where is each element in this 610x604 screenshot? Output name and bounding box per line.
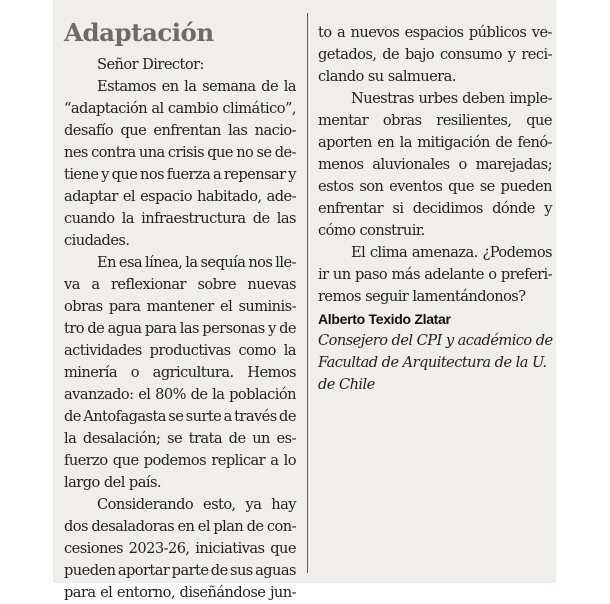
word: de <box>210 562 228 579</box>
word: el <box>122 188 136 205</box>
word: que <box>448 178 474 195</box>
text-line <box>318 154 552 176</box>
word: de <box>279 408 296 425</box>
word: fuerza <box>166 166 211 183</box>
text-line <box>318 88 552 110</box>
word: Considerando <box>97 496 194 513</box>
word: En <box>97 254 116 271</box>
word: preferi- <box>500 266 552 283</box>
text-line <box>64 142 296 164</box>
word: la <box>185 254 198 271</box>
text-line <box>64 164 296 186</box>
word: cómo <box>318 222 360 239</box>
word: la <box>399 134 412 151</box>
word: espacio <box>140 188 193 205</box>
word: de <box>261 78 279 95</box>
word: crisis <box>167 144 205 161</box>
word: 2023-26, <box>128 540 190 557</box>
word: sequía <box>200 254 246 271</box>
word: a <box>212 166 222 183</box>
word: se <box>256 144 272 161</box>
word: la <box>283 78 296 95</box>
word: suminis- <box>238 298 296 315</box>
word: que <box>207 144 233 161</box>
word: que <box>111 166 138 183</box>
word: y <box>288 166 296 183</box>
salutation-text: Señor Director: <box>97 56 204 73</box>
word: enfrentar <box>318 200 384 217</box>
word: lle- <box>275 254 296 271</box>
word: de- <box>274 144 296 161</box>
word: el <box>138 386 151 403</box>
word: agua <box>107 320 142 337</box>
text-line <box>318 286 552 308</box>
word: hay <box>271 496 296 513</box>
text-line <box>318 132 552 154</box>
word: mitigación <box>417 134 490 151</box>
word: reflexionar <box>110 276 186 293</box>
right-column <box>318 0 552 396</box>
word: cesiones <box>64 540 123 557</box>
word: y <box>507 46 516 63</box>
word: a <box>223 408 232 425</box>
word: seguir <box>365 288 413 305</box>
word: trata <box>188 430 223 447</box>
word: para <box>64 584 96 601</box>
word: población <box>229 386 296 403</box>
word: imple- <box>509 90 552 107</box>
word: amenaza. <box>411 244 478 261</box>
word: se <box>479 178 495 195</box>
word: repensar <box>223 166 286 183</box>
word: aporten <box>318 134 372 151</box>
word: de <box>190 386 208 403</box>
word: y <box>101 166 109 183</box>
word: de <box>495 134 513 151</box>
text-line <box>64 296 296 318</box>
word: Antofagasta <box>83 408 166 425</box>
word: la <box>184 78 197 95</box>
word: parte <box>171 562 209 579</box>
word: esa <box>118 254 143 271</box>
word: cambio <box>167 100 219 117</box>
text-line <box>64 186 296 208</box>
word: como <box>238 342 276 359</box>
word: a <box>336 24 346 41</box>
word: bajo <box>404 46 435 63</box>
word: través <box>234 408 277 425</box>
word: avanzado: <box>64 386 134 403</box>
word: no <box>236 144 254 161</box>
word: mantener <box>146 298 214 315</box>
word: el <box>219 298 233 315</box>
word: personas <box>202 320 265 337</box>
word: dos <box>64 518 88 535</box>
text-line <box>64 120 296 142</box>
word: salmuera. <box>387 68 456 85</box>
word: contra <box>91 144 136 161</box>
word: ve- <box>531 24 552 41</box>
word: tro <box>64 320 84 337</box>
word: que <box>112 452 139 469</box>
word: fenó- <box>517 134 552 151</box>
word: país. <box>128 474 161 491</box>
word: decidimos <box>412 200 483 217</box>
word: a <box>270 452 279 469</box>
word: clima <box>369 244 408 261</box>
text-line <box>64 406 296 428</box>
text-line <box>318 264 552 286</box>
word: de <box>87 320 105 337</box>
text-line <box>64 230 296 252</box>
word: jun- <box>269 584 296 601</box>
column-divider <box>307 13 308 573</box>
word: consumo <box>439 46 502 63</box>
word: y <box>268 320 276 337</box>
article-title: Adaptación <box>64 18 214 47</box>
word: en <box>177 518 195 535</box>
signature-role-line: Consejero del CPI y académico de <box>318 332 553 349</box>
word: va <box>64 276 80 293</box>
text-line <box>318 242 552 264</box>
word: El <box>351 244 366 261</box>
word: de <box>279 320 296 337</box>
word: aguas <box>255 562 296 579</box>
word: nes <box>64 144 88 161</box>
text-line <box>64 318 296 340</box>
word: eventos <box>389 178 443 195</box>
word: desafío <box>64 122 114 139</box>
word: y <box>544 200 552 217</box>
word: ya <box>245 496 262 513</box>
word: con- <box>266 518 296 535</box>
word: espacios <box>404 24 464 41</box>
text-line <box>64 516 296 538</box>
word: agricultura. <box>152 364 234 381</box>
word: públicos <box>468 24 527 41</box>
word: productivas <box>149 342 231 359</box>
word: marejadas; <box>475 156 552 173</box>
word: el <box>100 584 113 601</box>
text-line <box>64 494 296 516</box>
word: es- <box>276 430 296 447</box>
word: línea, <box>144 254 183 271</box>
text-line <box>64 560 296 582</box>
word: deben <box>462 90 505 107</box>
word: de <box>252 210 270 227</box>
word: nos <box>140 166 165 183</box>
word: entorno, <box>116 584 175 601</box>
word: dónde <box>492 200 535 217</box>
word: getados, <box>318 46 377 63</box>
word: más <box>391 266 420 283</box>
word: plan <box>213 518 244 535</box>
word: surte <box>185 408 222 425</box>
word: para <box>144 320 177 337</box>
salutation <box>64 54 296 76</box>
text-line <box>318 220 552 242</box>
word: sobre <box>197 276 236 293</box>
word: de <box>246 518 264 535</box>
word: desaladoras <box>91 518 175 535</box>
word: son <box>359 178 384 195</box>
word: Estamos <box>97 78 156 95</box>
word: enfrentan <box>153 122 221 139</box>
word: lamentándonos? <box>412 288 526 305</box>
word: sus <box>230 562 253 579</box>
word: climático”, <box>222 100 296 117</box>
text-line <box>64 274 296 296</box>
word: pueden <box>64 562 116 579</box>
text-line <box>64 362 296 384</box>
left-column-text <box>64 76 296 604</box>
word: infraestructura <box>141 210 246 227</box>
text-line <box>64 76 296 98</box>
word: esto, <box>202 496 236 513</box>
word: 80% <box>155 386 186 403</box>
word: adaptar <box>64 188 118 205</box>
word: tiene <box>64 166 99 183</box>
text-line <box>64 538 296 560</box>
text-line <box>318 110 552 132</box>
word: nuevos <box>350 24 400 41</box>
right-column-text <box>318 22 552 308</box>
word: o <box>458 156 467 173</box>
word: cuando <box>64 210 115 227</box>
word: si <box>392 200 404 217</box>
word: obras <box>382 112 422 129</box>
word: mentar <box>318 112 369 129</box>
text-line <box>64 340 296 362</box>
word: menos <box>318 156 364 173</box>
word: paso <box>355 266 388 283</box>
signature-role-line: Facultad de Arquitectura de la U. <box>318 354 547 371</box>
text-line <box>64 472 296 494</box>
word: que <box>120 122 147 139</box>
right-column-top-spacer <box>318 0 552 22</box>
text-line <box>64 208 296 230</box>
word: urbes <box>418 90 458 107</box>
word: que <box>270 540 296 557</box>
word: to <box>318 24 332 41</box>
word: lo <box>283 452 296 469</box>
word: de <box>64 408 81 425</box>
word: “adaptación <box>64 100 148 117</box>
word: ade- <box>266 188 296 205</box>
word: pueden <box>500 178 552 195</box>
word: del <box>103 474 129 491</box>
word: que <box>526 112 552 129</box>
signature-role <box>318 330 552 396</box>
word: nuevas <box>247 276 296 293</box>
word: se <box>168 408 184 425</box>
word: podemos <box>143 452 207 469</box>
left-column <box>64 0 296 604</box>
word: su <box>367 68 388 85</box>
word: o <box>130 364 139 381</box>
word: resilientes, <box>436 112 512 129</box>
word: actividades <box>64 342 142 359</box>
word: la <box>212 386 225 403</box>
text-line <box>64 98 296 120</box>
word: a <box>91 276 100 293</box>
text-line <box>64 252 296 274</box>
word: de <box>228 430 246 447</box>
text-line <box>318 66 552 88</box>
word: ciudades. <box>64 232 130 249</box>
text-line <box>318 44 552 66</box>
text-line <box>64 582 296 604</box>
word: la <box>121 210 134 227</box>
text-line <box>318 22 552 44</box>
word: adelante <box>424 266 484 283</box>
word: ir <box>318 266 329 283</box>
word: un <box>332 266 351 283</box>
word: o <box>488 266 497 283</box>
word: estos <box>318 178 354 195</box>
word: la <box>64 430 77 447</box>
word: una <box>138 144 165 161</box>
word: replicar <box>211 452 266 469</box>
text-line <box>64 384 296 406</box>
word: reci- <box>521 46 552 63</box>
word: nos <box>248 254 273 271</box>
text-line <box>318 176 552 198</box>
word: un <box>252 430 270 447</box>
word: diseñándose <box>179 584 266 601</box>
word: se <box>167 430 183 447</box>
word: Hemos <box>247 364 296 381</box>
word: las <box>179 320 199 337</box>
word: remos <box>318 288 366 305</box>
word: fuerzo <box>64 452 108 469</box>
word: al <box>151 100 164 117</box>
word: de <box>382 46 400 63</box>
word: para <box>108 298 141 315</box>
text-line <box>64 428 296 450</box>
word: la <box>283 342 296 359</box>
text-line <box>318 198 552 220</box>
word: largo <box>64 474 104 491</box>
word: las <box>276 210 296 227</box>
word: iniciativas <box>195 540 265 557</box>
word: clando <box>318 68 368 85</box>
text-line <box>64 450 296 472</box>
signature-name: Alberto Texido Zlatar <box>318 311 451 327</box>
word: habitado, <box>197 188 262 205</box>
word: las <box>228 122 248 139</box>
word: en <box>161 78 179 95</box>
word: desalación; <box>82 430 161 447</box>
signature-role-line: de Chile <box>318 376 375 393</box>
word: minería <box>64 364 118 381</box>
word: nacio- <box>254 122 296 139</box>
word: aluvionales <box>372 156 450 173</box>
word: construir. <box>359 222 425 239</box>
word: ¿Podemos <box>482 244 552 261</box>
word: obras <box>64 298 103 315</box>
word: semana <box>202 78 256 95</box>
word: aportar <box>117 562 170 579</box>
word: el <box>197 518 210 535</box>
word: Nuestras <box>351 90 414 107</box>
word: en <box>377 134 395 151</box>
